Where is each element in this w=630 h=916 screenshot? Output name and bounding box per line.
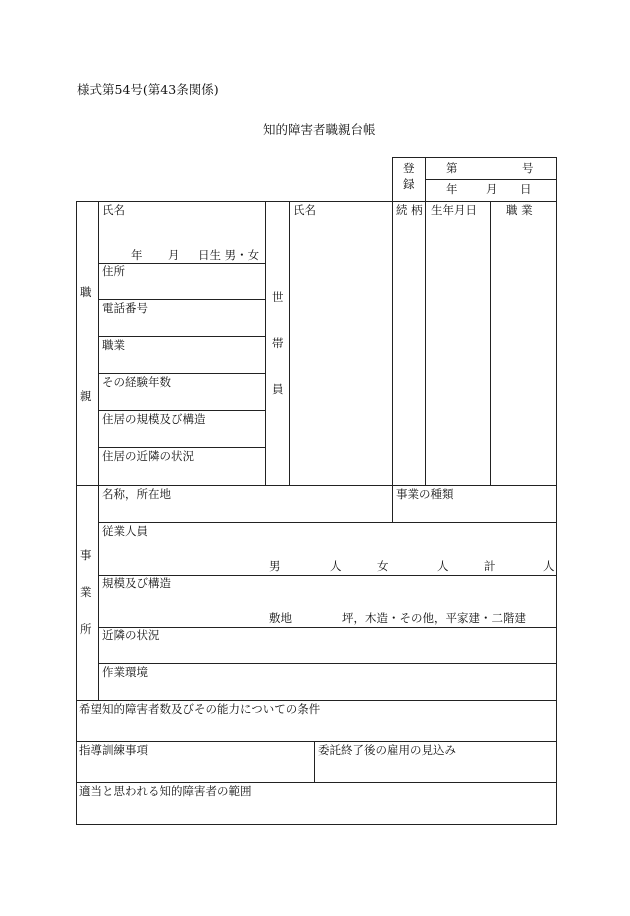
- site-label: 敷地: [269, 611, 292, 625]
- birth-tsuki: 月: [168, 248, 180, 262]
- form-title: 知的障害者職親台帳: [263, 122, 376, 137]
- shokuoya-side-label-1: 職: [80, 285, 92, 299]
- shokuoya-name-label: 氏名: [102, 203, 125, 217]
- household-col-occupation: 職 業: [506, 203, 533, 217]
- workplace-neighborhood-label: 近隣の状況: [102, 628, 160, 642]
- household-label-2: 帯: [272, 336, 284, 350]
- structure-options: 坪，木造・その他，平家建・二階建: [342, 611, 526, 625]
- registration-dai: 第: [446, 161, 458, 175]
- name-location-label: 名称，所在地: [102, 487, 171, 501]
- business-type-label: 事業の種類: [396, 487, 454, 501]
- employees-nin-c: 人: [543, 559, 555, 573]
- environment-label: 作業環境: [102, 665, 148, 679]
- registration-label-top: 登: [403, 161, 415, 175]
- shokuoya-side-label-2: 親: [80, 389, 92, 403]
- guidance-label: 指導訓練事項: [79, 743, 148, 757]
- workplace-side-label-3: 所: [80, 622, 92, 636]
- experience-label: その経験年数: [102, 375, 171, 389]
- birth-nen: 年: [131, 248, 143, 262]
- desired-conditions-label: 希望知的障害者数及びその能力についての条件: [79, 702, 321, 716]
- birth-hi-sex: 日生 男・女: [198, 248, 260, 262]
- house-label: 住居の規模及び構造: [102, 412, 206, 426]
- household-col-relation: 続 柄: [396, 203, 423, 217]
- registration-hi: 日: [520, 182, 532, 196]
- employees-nin-a: 人: [330, 559, 342, 573]
- household-label-3: 員: [272, 382, 284, 396]
- neighborhood-label: 住居の近隣の状況: [102, 449, 194, 463]
- phone-label: 電話番号: [102, 301, 148, 315]
- address-label: 住所: [102, 264, 125, 278]
- employees-total: 計: [484, 559, 496, 573]
- household-col-birth: 生年月日: [431, 203, 477, 217]
- household-label-1: 世: [272, 290, 284, 304]
- registration-nen: 年: [446, 182, 458, 196]
- household-col-name: 氏名: [293, 203, 316, 217]
- workplace-side-label-1: 事: [80, 548, 92, 562]
- registration-label-bottom: 録: [403, 177, 415, 191]
- employees-male: 男: [269, 559, 281, 573]
- registration-tsuki: 月: [486, 182, 498, 196]
- registration-go: 号: [522, 161, 534, 175]
- range-label: 適当と思われる知的障害者の範囲: [79, 784, 252, 798]
- form-number: 様式第54号(第43条関係): [77, 82, 219, 97]
- scale-label: 規模及び構造: [102, 576, 171, 590]
- employees-nin-b: 人: [437, 559, 449, 573]
- occupation-label: 職業: [102, 338, 125, 352]
- employment-prospect-label: 委託終了後の雇用の見込み: [318, 743, 456, 757]
- employees-female: 女: [377, 559, 389, 573]
- employees-label: 従業人員: [102, 524, 148, 538]
- workplace-side-label-2: 業: [80, 585, 92, 599]
